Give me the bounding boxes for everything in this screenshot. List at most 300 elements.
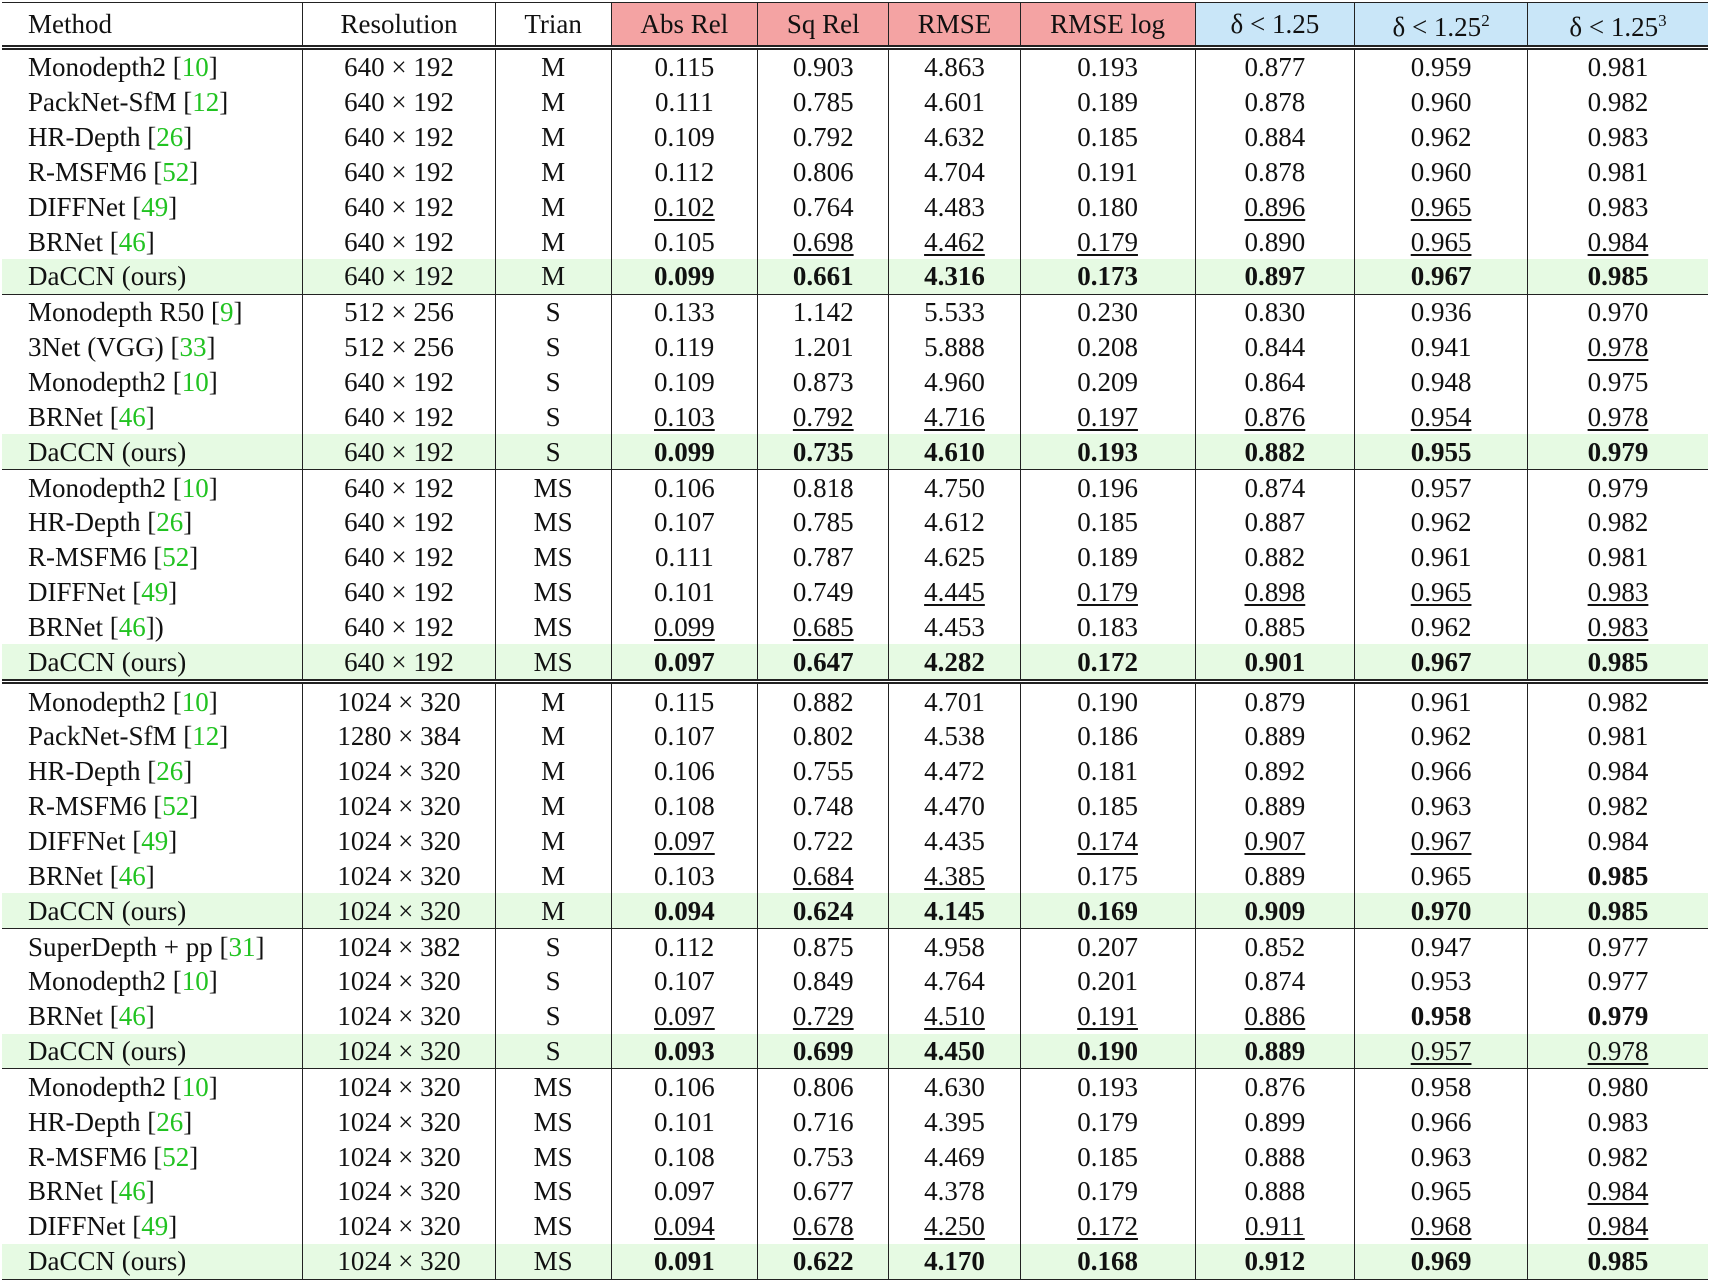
ours-row [2,1244,1708,1279]
metric-cell [1355,1139,1528,1174]
metric-value: 0.982 [1587,1141,1649,1172]
table-row [2,999,1708,1034]
citation-link[interactable]: 10 [181,367,209,398]
method-name: Monodepth2 [28,52,166,83]
metric-value: 0.957 [1410,472,1472,503]
metric-value: 0.981 [1587,52,1649,83]
metric-value: 0.103 [654,401,715,432]
method-cell: DIFFNet [49] [28,191,178,222]
citation-link[interactable]: 10 [181,52,209,83]
citation-link[interactable]: 52 [162,542,190,573]
citation-link[interactable]: 12 [192,87,220,118]
metric-cell [758,858,889,893]
metric-value: 4.510 [924,1001,985,1032]
metric-cell [889,858,1020,893]
metric-cell [889,155,1020,190]
citation-link[interactable]: 46 [118,401,146,432]
citation-link[interactable]: 52 [162,156,190,187]
metric-value: 4.316 [924,261,985,292]
method-cell: R-MSFM6 [52] [28,791,199,822]
metric-value: 0.097 [654,1001,715,1032]
method-cell: PackNet-SfM [12] [28,87,229,118]
metric-value: 4.145 [924,895,985,926]
method-name: Monodepth2 [28,1071,166,1102]
metric-cell [1355,789,1528,824]
citation-link[interactable]: 49 [141,577,169,608]
metric-value: 0.983 [1587,122,1649,153]
metric-value: 0.864 [1244,367,1306,398]
metric-value: 0.185 [1077,1141,1138,1172]
metric-cell [889,1209,1020,1244]
metric-cell [611,259,758,294]
metric-value: 4.250 [924,1211,985,1242]
metric-value: 0.874 [1244,966,1306,997]
citation-link[interactable]: 52 [162,1141,190,1172]
metric-value: 0.849 [792,966,854,997]
metric-value: 0.979 [1587,436,1649,467]
metric-cell [1195,259,1355,294]
metric-value: 0.882 [1244,542,1306,573]
metric-cell [758,259,889,294]
method-name: PackNet-SfM [28,721,177,752]
metric-cell [611,682,758,719]
metric-cell [889,1034,1020,1069]
method-cell [2,259,303,294]
method-cell: Monodepth2 [10] [28,472,218,503]
metric-cell [758,1209,889,1244]
metric-value: 0.878 [1244,156,1306,187]
train-cell: S [495,999,611,1034]
train-cell: MS [495,1104,611,1139]
method-name: BRNet [28,611,104,642]
method-name: DIFFNet [28,577,126,608]
metric-value: 4.632 [924,122,985,153]
metric-cell [1355,964,1528,999]
method-name: BRNet [28,401,104,432]
metric-cell [1195,505,1355,540]
metric-cell [1355,682,1528,719]
metric-cell [611,1139,758,1174]
metric-cell [611,1034,758,1069]
metric-value: 0.969 [1410,1246,1472,1277]
header-metric [1195,3,1355,48]
metric-value: 0.955 [1410,436,1472,467]
header-metric-label: δ < 1.25 [1569,12,1659,42]
train-cell: MS [495,644,611,681]
metric-value: 0.962 [1410,611,1472,642]
table-row [2,929,1708,964]
metric-cell [1020,470,1195,505]
metric-value: 0.109 [654,367,715,398]
metric-cell [758,575,889,610]
metric-cell [611,1209,758,1244]
method-name: DIFFNet [28,825,126,856]
metric-value: 0.106 [654,472,715,503]
metric-cell [1527,1034,1708,1069]
metric-cell [1527,1139,1708,1174]
metric-value: 0.978 [1587,1036,1649,1067]
metric-value: 0.755 [792,756,854,787]
metric-cell [1195,540,1355,575]
metric-cell [611,754,758,789]
citation-link[interactable]: 26 [156,1106,184,1137]
metric-cell [758,964,889,999]
table-row [2,964,1708,999]
table-row [2,470,1708,505]
citation-link[interactable]: 26 [156,122,184,153]
metric-cell [1195,189,1355,224]
metric-value: 0.806 [792,1071,854,1102]
method-name: HR-Depth [28,507,141,538]
metric-cell [1195,1104,1355,1139]
metric-value: 0.818 [792,472,854,503]
metric-cell [1355,330,1528,365]
metric-cell [611,48,758,85]
table-row [2,575,1708,610]
train-cell: MS [495,1139,611,1174]
method-name: Monodepth2 [28,966,166,997]
method-cell: Monodepth2 [10] [28,966,218,997]
resolution-cell: 512 × 256 [303,294,495,329]
method-cell: Monodepth2 [10] [28,52,218,83]
metric-cell [1020,1069,1195,1104]
method-cell: PackNet-SfM [12] [28,721,229,752]
resolution-cell: 1024 × 320 [303,824,495,859]
train-cell: M [495,259,611,294]
metric-cell [889,85,1020,120]
metric-value: 0.958 [1410,1071,1472,1102]
metric-value: 0.907 [1244,825,1306,856]
metric-cell [1527,540,1708,575]
method-cell: HR-Depth [26] [28,1106,193,1137]
citation-link[interactable]: 12 [192,721,220,752]
train-cell: S [495,1034,611,1069]
metric-value: 0.886 [1244,1001,1306,1032]
header-metric [1355,3,1528,48]
metric-value: 0.983 [1587,577,1649,608]
citation-link[interactable]: 46 [118,1176,146,1207]
metric-value: 4.958 [924,931,985,962]
metric-cell [1020,1209,1195,1244]
metric-cell [1020,682,1195,719]
metric-value: 0.102 [654,191,715,222]
method-cell: DIFFNet [49] [28,1211,178,1242]
metric-value: 0.785 [792,87,854,118]
metric-value: 0.982 [1587,791,1649,822]
metric-value: 4.610 [924,436,985,467]
metric-cell [611,85,758,120]
metric-cell [758,1244,889,1279]
header-metric-label: RMSE log [1050,9,1165,39]
metric-cell [889,1069,1020,1104]
metric-cell [1020,929,1195,964]
metric-cell [1527,470,1708,505]
metric-value: 0.208 [1077,332,1138,363]
citation-link[interactable]: 46 [118,611,146,642]
header-metric-label: δ < 1.25 [1230,9,1320,39]
metric-cell [611,365,758,400]
header-train: Trian [495,3,611,48]
ours-row [2,1034,1708,1069]
metric-value: 1.142 [792,297,854,328]
metric-cell [1020,294,1195,329]
table-row [2,719,1708,754]
metric-cell [1355,294,1528,329]
metric-value: 0.094 [654,1211,715,1242]
citation-link[interactable]: 46 [118,860,146,891]
metric-cell [758,682,889,719]
metric-value: 0.884 [1244,122,1306,153]
table-row [2,1174,1708,1209]
metric-value: 0.876 [1244,1071,1306,1102]
resolution-cell: 640 × 192 [303,48,495,85]
metric-value: 0.961 [1410,686,1472,717]
metric-cell [758,434,889,469]
citation-link[interactable]: 31 [228,931,256,962]
header-metric-label: RMSE [917,9,992,39]
method-name: DaCCN (ours) [28,1036,187,1067]
metric-cell [758,789,889,824]
table-row [2,48,1708,85]
citation-link[interactable]: 49 [141,1211,169,1242]
metric-cell [611,224,758,259]
metric-cell [1355,1104,1528,1139]
method-cell: BRNet [46] [28,1176,155,1207]
metric-value: 0.181 [1077,756,1138,787]
metric-cell [1195,399,1355,434]
train-cell: M [495,824,611,859]
metric-cell [1195,48,1355,85]
metric-value: 0.201 [1077,966,1138,997]
metric-value: 0.985 [1587,646,1649,677]
method-name: BRNet [28,860,104,891]
metric-value: 0.879 [1244,686,1306,717]
metric-cell [1355,1209,1528,1244]
metric-cell [611,644,758,681]
metric-cell [758,155,889,190]
metric-value: 0.985 [1587,860,1649,891]
metric-value: 4.462 [924,226,985,257]
metric-value: 0.624 [792,895,854,926]
metric-value: 0.957 [1410,1036,1472,1067]
metric-cell [1355,434,1528,469]
metric-cell [889,999,1020,1034]
metric-value: 0.887 [1244,507,1306,538]
metric-cell [1020,85,1195,120]
metric-value: 4.395 [924,1106,985,1137]
citation-link[interactable]: 26 [156,507,184,538]
table-row [2,1209,1708,1244]
metric-cell [611,610,758,645]
method-cell [2,644,303,681]
table-row [2,399,1708,434]
resolution-cell: 1024 × 320 [303,1244,495,1279]
metric-value: 4.538 [924,721,985,752]
header-resolution: Resolution [303,3,495,48]
metric-cell [758,540,889,575]
citation-link[interactable]: 9 [220,297,234,328]
table-row [2,365,1708,400]
citation-link[interactable]: 10 [181,1071,209,1102]
metric-value: 0.875 [792,931,854,962]
metric-cell [758,929,889,964]
metric-value: 0.106 [654,1071,715,1102]
metric-value: 0.099 [654,436,715,467]
ours-row [2,434,1708,469]
metric-value: 0.735 [792,436,854,467]
metric-cell [1527,365,1708,400]
metric-cell [1020,575,1195,610]
metric-cell [758,644,889,681]
metric-value: 0.982 [1587,87,1649,118]
metric-cell [1195,964,1355,999]
citation-link[interactable]: 46 [118,226,146,257]
method-cell [2,1034,303,1069]
metric-value: 0.984 [1587,226,1649,257]
metric-value: 0.911 [1245,1211,1305,1242]
metric-value: 0.909 [1244,895,1306,926]
metric-cell [889,754,1020,789]
metric-value: 0.888 [1244,1176,1306,1207]
method-cell: Monodepth2 [10] [28,686,218,717]
metric-cell [1355,155,1528,190]
metric-cell [1527,85,1708,120]
citation-link[interactable]: 49 [141,825,169,856]
citation-link[interactable]: 10 [181,472,209,503]
metric-value: 0.186 [1077,721,1138,752]
table-row [2,155,1708,190]
header-metric-label: Abs Rel [640,9,729,39]
train-cell: S [495,929,611,964]
results-table [2,2,1708,1280]
metric-cell [1527,399,1708,434]
metric-cell [1527,224,1708,259]
metric-value: 0.962 [1410,721,1472,752]
resolution-cell: 640 × 192 [303,610,495,645]
metric-cell [1020,399,1195,434]
metric-cell [1355,1034,1528,1069]
metric-value: 0.977 [1587,931,1649,962]
metric-cell [1527,1069,1708,1104]
metric-cell [1527,964,1708,999]
metric-cell [758,610,889,645]
metric-cell [1527,259,1708,294]
method-cell: DIFFNet [49] [28,825,178,856]
table-row [2,189,1708,224]
metric-value: 4.378 [924,1176,985,1207]
metric-cell [1020,330,1195,365]
metric-cell [758,1174,889,1209]
citation-link[interactable]: 52 [162,791,190,822]
metric-value: 0.802 [792,721,854,752]
metric-cell [889,365,1020,400]
metric-value: 0.962 [1410,122,1472,153]
header-metric-exponent: 2 [1481,11,1490,30]
metric-cell [1195,434,1355,469]
resolution-cell: 640 × 192 [303,85,495,120]
metric-cell [1195,754,1355,789]
metric-cell [1020,434,1195,469]
train-cell: M [495,189,611,224]
citation-link[interactable]: 26 [156,756,184,787]
metric-value: 0.882 [1244,436,1306,467]
metric-value: 0.980 [1587,1071,1649,1102]
metric-value: 0.661 [792,261,854,292]
metric-cell [1195,120,1355,155]
metric-cell [889,470,1020,505]
train-cell: M [495,682,611,719]
header-metric [611,3,758,48]
metric-cell [889,644,1020,681]
metric-cell [1195,610,1355,645]
citation-link[interactable]: 49 [141,191,169,222]
citation-link[interactable]: 33 [179,332,207,363]
metric-cell [611,824,758,859]
metric-value: 4.716 [924,401,985,432]
metric-cell [1355,824,1528,859]
citation-link[interactable]: 10 [181,686,209,717]
metric-cell [758,48,889,85]
train-cell: S [495,294,611,329]
metric-value: 0.961 [1410,542,1472,573]
method-name: DaCCN (ours) [28,261,187,292]
method-cell [2,1244,303,1279]
metric-value: 0.985 [1587,895,1649,926]
metric-cell [1355,858,1528,893]
citation-link[interactable]: 46 [118,1001,146,1032]
metric-value: 0.792 [792,122,854,153]
metric-value: 0.878 [1244,87,1306,118]
table-row [2,540,1708,575]
table-row [2,682,1708,719]
metric-value: 0.844 [1244,332,1306,363]
metric-value: 5.888 [924,332,985,363]
method-name: R-MSFM6 [28,791,147,822]
method-cell: 3Net (VGG) [33] [28,332,216,363]
metric-value: 4.435 [924,825,985,856]
metric-value: 0.684 [792,860,854,891]
metric-cell [1355,1244,1528,1279]
metric-value: 0.984 [1587,1211,1649,1242]
metric-value: 0.966 [1410,756,1472,787]
metric-value: 0.936 [1410,297,1472,328]
method-name: SuperDepth + pp [28,931,213,962]
metric-cell [1195,224,1355,259]
train-cell: MS [495,1174,611,1209]
metric-cell [1195,1174,1355,1209]
train-cell: M [495,719,611,754]
metric-cell [1527,644,1708,681]
ours-row [2,644,1708,681]
metric-cell [1195,789,1355,824]
metric-cell [1195,1034,1355,1069]
resolution-cell: 1024 × 320 [303,1139,495,1174]
metric-cell [1527,682,1708,719]
table-row [2,294,1708,329]
method-name: Monodepth2 [28,367,166,398]
train-cell: S [495,399,611,434]
resolution-cell: 640 × 192 [303,540,495,575]
metric-cell [1355,399,1528,434]
citation-link[interactable]: 10 [181,966,209,997]
method-cell: Monodepth2 [10] [28,367,218,398]
metric-cell [611,120,758,155]
metric-value: 0.982 [1587,507,1649,538]
metric-value: 0.984 [1587,825,1649,856]
metric-value: 0.190 [1077,1036,1138,1067]
metric-value: 4.612 [924,507,985,538]
metric-value: 0.965 [1410,226,1472,257]
